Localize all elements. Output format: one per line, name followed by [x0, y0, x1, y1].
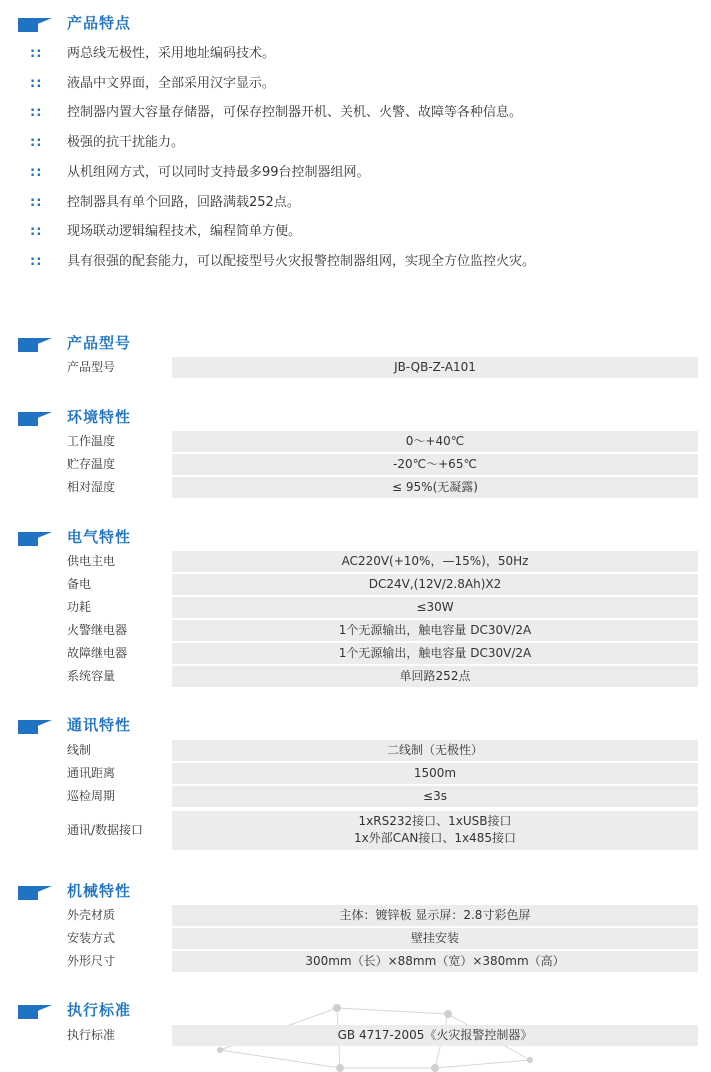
row-value: 二线制（无极性）: [172, 740, 698, 761]
table-row: [0, 597, 711, 618]
row-value: 1个无源输出，触电容量 DC30V/2A: [172, 620, 698, 641]
row-value: 1个无源输出，触电容量 DC30V/2A: [172, 643, 698, 664]
row-label: 故障继电器: [67, 646, 128, 660]
section-electrical-header: [0, 526, 711, 548]
list-item: [0, 133, 711, 153]
section-title: 产品型号: [67, 334, 132, 352]
section-flag-icon: [18, 1005, 52, 1019]
row-value: ≤30W: [172, 597, 698, 618]
row-label: 通讯/数据接口: [67, 823, 144, 837]
bullet-icon: ::: [30, 224, 43, 239]
row-value: ≤3s: [172, 786, 698, 807]
table-row: [0, 620, 711, 641]
table-row: [0, 763, 711, 784]
table-row: [0, 454, 711, 475]
table-row: [0, 740, 711, 761]
feature-text: 从机组网方式，可以同时支持最多99台控制器组网。: [67, 165, 370, 180]
row-label: 外壳材质: [67, 908, 116, 922]
value-line: 1x外部CAN接口、1x485接口: [354, 831, 516, 845]
feature-text: 两总线无极性，采用地址编码技术。: [67, 46, 276, 61]
section-title: 机械特性: [67, 882, 132, 900]
list-item: [0, 103, 711, 123]
row-label: 线制: [67, 743, 92, 757]
feature-text: 液晶中文界面，全部采用汉字显示。: [67, 76, 276, 91]
row-value: JB-QB-Z-A101: [172, 357, 698, 378]
list-item: [0, 163, 711, 183]
row-value: 主体：镀锌板 显示屏：2.8寸彩色屏: [172, 905, 698, 926]
row-label: 相对湿度: [67, 480, 116, 494]
section-flag-icon: [18, 532, 52, 546]
table-row: [0, 666, 711, 687]
section-flag-icon: [18, 18, 52, 32]
bullet-icon: ::: [30, 254, 43, 269]
section-communication-header: [0, 714, 711, 736]
table-row: [0, 928, 711, 949]
table-row: [0, 643, 711, 664]
list-item: [0, 222, 711, 242]
row-value: -20℃～+65℃: [172, 454, 698, 475]
bullet-icon: ::: [30, 195, 43, 210]
row-value: [172, 811, 698, 850]
value-line: 1xRS232接口、1xUSB接口: [358, 814, 512, 828]
row-label: 备电: [67, 577, 92, 591]
section-flag-icon: [18, 338, 52, 352]
section-title: 产品特点: [67, 14, 132, 32]
row-value: ≤ 95%(无凝露): [172, 477, 698, 498]
row-label: 执行标准: [67, 1028, 116, 1042]
section-model-header: [0, 332, 711, 354]
row-label: 产品型号: [67, 360, 116, 374]
row-label: 安装方式: [67, 931, 116, 945]
section-title: 电气特性: [67, 528, 132, 546]
feature-text: 具有很强的配套能力，可以配接型号火灾报警控制器组网，实现全方位监控火灾。: [67, 254, 536, 269]
section-flag-icon: [18, 886, 52, 900]
section-title: 环境特性: [67, 408, 132, 426]
bullet-icon: ::: [30, 135, 43, 150]
table-row: [0, 951, 711, 972]
bullet-icon: ::: [30, 165, 43, 180]
section-flag-icon: [18, 412, 52, 426]
row-label: 供电主电: [67, 554, 116, 568]
row-label: 巡检周期: [67, 789, 116, 803]
section-environment-header: [0, 406, 711, 428]
list-item: [0, 193, 711, 213]
row-value: GB 4717-2005《火灾报警控制器》: [172, 1025, 698, 1046]
table-row: [0, 431, 711, 452]
section-title: 通讯特性: [67, 716, 132, 734]
row-value: 1500m: [172, 763, 698, 784]
list-item: [0, 44, 711, 64]
row-value: 0～+40℃: [172, 431, 698, 452]
table-row: [0, 477, 711, 498]
feature-text: 控制器具有单个回路，回路满载252点。: [67, 195, 300, 210]
table-row: [0, 905, 711, 926]
feature-text: 极强的抗干扰能力。: [67, 135, 185, 150]
section-title: 执行标准: [67, 1001, 132, 1019]
row-label: 贮存温度: [67, 457, 116, 471]
section-mechanical-header: [0, 880, 711, 902]
section-standard-header: [0, 999, 711, 1021]
feature-text: 现场联动逻辑编程技术，编程简单方便。: [67, 224, 302, 239]
table-row: [0, 811, 711, 850]
bullet-icon: ::: [30, 46, 43, 61]
row-label: 通讯距离: [67, 766, 116, 780]
row-label: 工作温度: [67, 434, 116, 448]
feature-text: 控制器内置大容量存储器，可保存控制器开机、关机、火警、故障等各种信息。: [67, 105, 523, 120]
row-value: AC220V(+10%，—15%)，50Hz: [172, 551, 698, 572]
row-label: 系统容量: [67, 669, 116, 683]
table-row: [0, 574, 711, 595]
row-label: 功耗: [67, 600, 92, 614]
row-value: 300mm（长）×88mm（宽）×380mm（高）: [172, 951, 698, 972]
list-item: [0, 252, 711, 272]
row-label: 外形尺寸: [67, 954, 116, 968]
table-row: [0, 1025, 711, 1046]
table-row: [0, 357, 711, 378]
section-features-header: [0, 12, 711, 34]
row-value: 单回路252点: [172, 666, 698, 687]
row-value: DC24V,(12V/2.8Ah)X2: [172, 574, 698, 595]
bullet-icon: ::: [30, 76, 43, 91]
list-item: [0, 74, 711, 94]
table-row: [0, 786, 711, 807]
table-row: [0, 551, 711, 572]
row-label: 火警继电器: [67, 623, 128, 637]
row-value: 壁挂安装: [172, 928, 698, 949]
bullet-icon: ::: [30, 105, 43, 120]
section-flag-icon: [18, 720, 52, 734]
